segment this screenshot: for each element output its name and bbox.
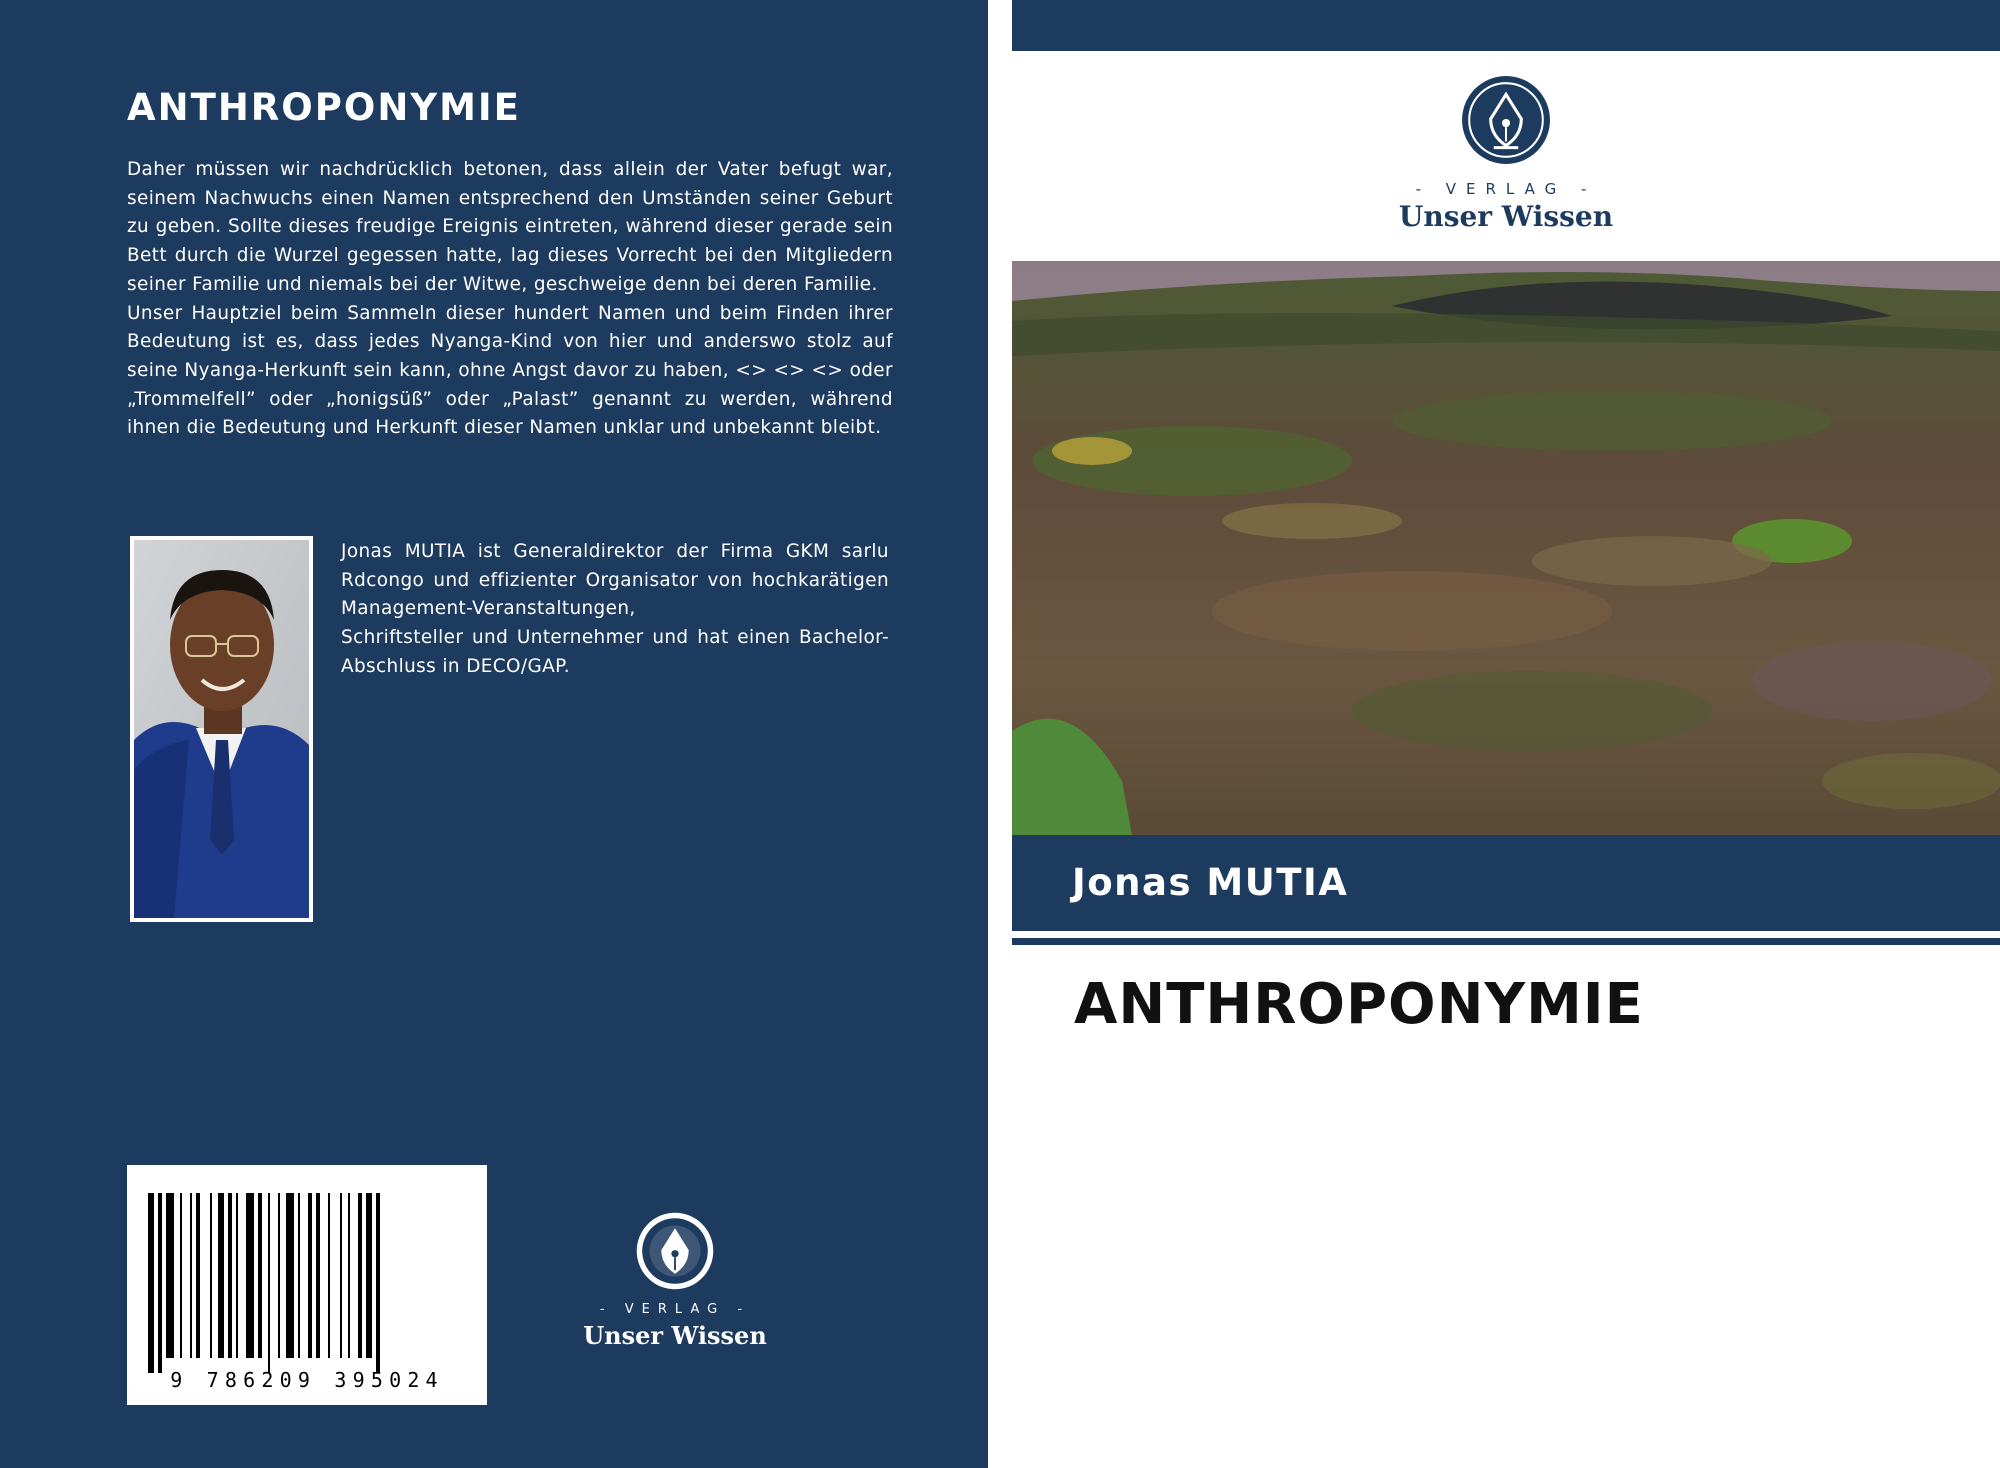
barcode-bar	[328, 1193, 330, 1358]
barcode-bar	[340, 1193, 342, 1358]
logo-verlag: - VERLAG -	[599, 1302, 751, 1317]
barcode-bar	[308, 1193, 312, 1358]
barcode-bar	[148, 1193, 154, 1373]
barcode-bar	[286, 1193, 294, 1358]
author-photo	[130, 536, 313, 922]
barcode-bar	[190, 1193, 192, 1358]
blurb-paragraph: Daher müssen wir nachdrücklich betonen, dass allein der Vater befugt war, seinem Nachwuchs einen Namen entsprechend den Umständen seiner Geburt zu geben. Sollte dieses freudige Ereignis eintreten, während dieser gerade sein Bett durch die Wurzel gegessen hatte, lag dieses Vorrecht bei den Mitgliedern seiner Familie und niemals bei der Witwe, geschweige denn bei deren Familie.	[127, 159, 893, 295]
fountain-pen-nib-icon	[634, 1210, 716, 1292]
fountain-pen-nib-icon	[1460, 74, 1552, 166]
barcode-bar	[348, 1193, 350, 1358]
barcode-bar	[268, 1193, 270, 1373]
top-band	[1012, 0, 2000, 51]
back-cover-title: ANTHROPONYMIE	[127, 86, 521, 129]
barcode-bar	[366, 1193, 372, 1358]
barcode-bar	[236, 1193, 238, 1358]
back-publisher-logo	[580, 1210, 770, 1350]
barcode-bar	[196, 1193, 200, 1358]
barcode-bar	[158, 1193, 162, 1373]
logo-verlag: - VERLAG -	[1415, 180, 1597, 198]
bio-paragraph: Schriftsteller und Unternehmer und hat einen Bachelor-Abschluss in DECO/GAP.	[341, 627, 889, 677]
barcode-bar	[376, 1193, 380, 1373]
barcode-bars	[148, 1193, 466, 1373]
barcode-bar	[166, 1193, 174, 1358]
barcode-bar	[258, 1193, 262, 1358]
front-publisher-logo	[1381, 74, 1631, 233]
cover-landscape-image	[1012, 261, 2000, 835]
barcode-bar	[228, 1193, 232, 1358]
bio-paragraph: Jonas MUTIA ist Generaldirektor der Firma GKM sarlu Rdcongo und effizienter Organisator von hochkarätigen Management-Veranstaltungen,	[341, 541, 889, 620]
barcode-bar	[218, 1193, 224, 1358]
barcode-bar	[358, 1193, 362, 1358]
barcode-digits: 9 786209 395024	[170, 1368, 444, 1392]
barcode-bar	[278, 1193, 280, 1358]
front-cover-title: ANTHROPONYMIE	[1074, 972, 1644, 1037]
barcode-bar	[246, 1193, 254, 1358]
logo-name: Unser Wissen	[1398, 200, 1614, 233]
back-cover-blurb	[127, 156, 893, 443]
front-author-name: Jonas MUTIA	[1072, 861, 1349, 904]
isbn-barcode	[127, 1165, 487, 1405]
author-band	[1012, 835, 2000, 931]
barcode-bar	[316, 1193, 320, 1358]
barcode-bar	[298, 1193, 300, 1358]
logo-name: Unser Wissen	[583, 1321, 767, 1350]
front-cover	[1012, 0, 2000, 1468]
barcode-bar	[180, 1193, 182, 1358]
barcode-bar	[210, 1193, 212, 1358]
back-cover	[0, 0, 988, 1468]
blurb-paragraph: Unser Hauptziel beim Sammeln dieser hundert Namen und beim Finden ihrer Bedeutung ist es, dass jedes Nyanga-Kind von hier und anderswo stolz auf seine Nyanga-Herkunft sein kann, ohne Angst davor zu haben, <> <> <> oder „Trommelfell” oder „honigsüß” oder „Palast” genannt zu werden, während ihnen die Bedeutung und Herkunft dieser Namen unklar und unbekannt bleibt.	[127, 302, 893, 439]
divider-rule	[1012, 938, 2000, 945]
author-bio	[341, 538, 889, 682]
